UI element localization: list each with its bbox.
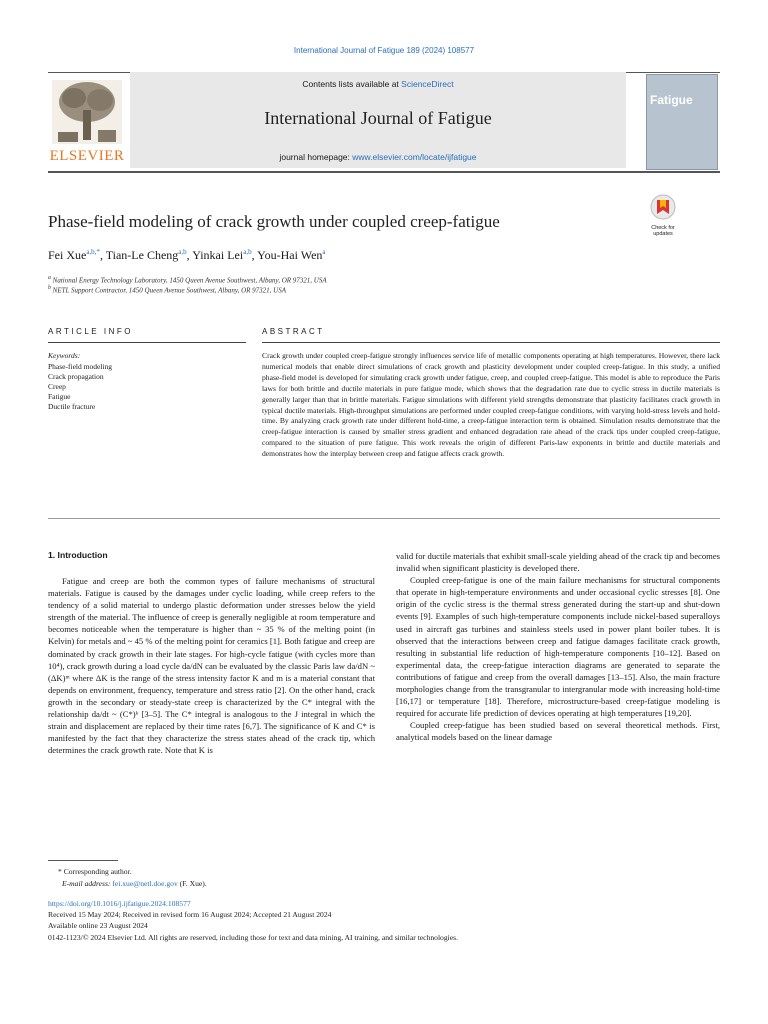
author-affiliation-marks[interactable]: a,b (178, 248, 187, 256)
abstract-rule (262, 342, 720, 343)
abstract-heading: ABSTRACT (262, 327, 325, 336)
author[interactable]: Fei Xue (48, 248, 87, 262)
journal-homepage (130, 152, 626, 162)
received-dates: Received 15 May 2024; Received in revised form 16 August 2024; Accepted 21 August 2024 (48, 910, 332, 920)
corresponding-author-note: * Corresponding author. (58, 867, 132, 876)
author-affiliation-marks[interactable]: a,b (243, 248, 252, 256)
copyright-notice: 0142-1123/© 2024 Elsevier Ltd. All rights are reserved, including those for text and data mining, AI training, and similar technologies. (48, 932, 458, 942)
header-bottom-rule (48, 171, 720, 173)
abstract-bottom-rule (48, 518, 720, 519)
intro-paragraph: Fatigue and creep are both the common types of failure mechanisms of structural materials. Fatigue is caused by the damages under cyclic loading, while creep refers to the tendency of a solid material to undergo plastic deformation under stresses below the yield strength of the material. The influence of creep is generally negligible at room temperature and becomes noticeable when the temperature is higher than ~ 35 % of the melting point (in Kelvin) for metals and ~ 45 % of the melting point for ceramics [1]. Both fatigue and creep are dominated by crack growth in their late stages. For high-cycle fatigue (with cycles more than 10⁴), crack growth during a load cycle da/dN can be evaluated by the classic Paris law da/dN ~ (ΔK)ᵐ where ΔK is the range of the stress intensity factor K and m is a material constant that depends on environment, frequency, temperature and stress ratio [2]. On the other hand, crack growth in the secondary or steady-state creep is characterized by the C* integral with the relationship da/dt ~ (C*)ᵏ [3–5]. The C* integral is analogous to the J integral in which the strain and displacement are replaced by their time rates [6,7]. The significance of K and C* is manifested by the fact that they characterize the stress states ahead of the crack tip, which determines the crack growth rate. Note that K is (48, 576, 375, 756)
abstract-text: Crack growth under coupled creep-fatigue strongly influences service life of metallic components operating at high temperatures. However, there lack numerical models that enable direct simulations of crack growth and plasticity development under coupled creep-fatigue. In this study, a unified phase-field model is developed for simulating crack growth under fatigue, creep, and coupled creep-fatigue. This model is able to reproduce the Paris laws for both brittle and ductile materials in pure fatigue mode, which shows that the degradation rate due to cyclic stress in ductile materials is generally larger than that in brittle materials. Fatigue simulations with different yield strengths demonstrate that plasticity facilitates crack growth in typical ductile materials. High-throughput simulations are performed under coupled creep-fatigue conditions, with varying hold-stress levels and hold-time. By analyzing crack growth rate under different hold-time, a creep-fatigue interaction term is obtained. Simulation results demonstrate that the creep-fatigue interaction is caused by smaller stress gradient and enhanced degradation rate ahead of the crack tips under coupled creep-fatigue, compared to the situation of pure fatigue. This work reveals the origin of different Paris-law exponents in brittle and ductile materials and demonstrates how the interplay between creep and fatigue affects crack growth. (262, 351, 720, 459)
keyword: Fatigue (48, 392, 71, 401)
keyword: Creep (48, 382, 66, 391)
email-label: E-mail address: (62, 879, 113, 888)
cover-title: Fatigue (650, 93, 693, 107)
article-info-heading: ARTICLE INFO (48, 327, 133, 336)
email-note (48, 878, 207, 890)
keyword: Crack propagation (48, 372, 104, 381)
keyword-list (48, 362, 112, 412)
author[interactable]: You-Hai Wen (257, 248, 323, 262)
check-for-updates-badge[interactable] (644, 194, 682, 237)
keywords-label: Keywords: (48, 351, 81, 360)
publication-info (48, 898, 458, 943)
author-list: Fei Xue$^{a,b,*}$, Tian-Le Cheng$^{a,b}$, Yinkai Lei$^{a,b}$, You-Hai Wen$^a$ (48, 248, 326, 262)
author[interactable]: Yinkai Lei (192, 248, 244, 262)
intro-paragraph: Coupled creep-fatigue is one of the main failure mechanisms for structural components that operate in high-temperature environments and under occasional cyclic stresses [8]. One origin of the cyclic stress is the thermal stress generated during the start-up and shut-down events [9]. Examples of such high-temperature components include nickel-based superalloys used in aircraft gas turbines and stainless steels used in power plant boiler tubes. It is observed that the interactions between creep and fatigue damages facilitate crack growth, resulting in substantial life reduction of high-temperature components [10–12]. Based on experimental data, the creep-fatigue interaction diagrams are generated to separate the contributions of fatigue and creep from the overall damages [13–15]. Also, the main fracture morphologies change from the transgranular to intergranular mode with increasing hold-time [16,17] or temperature [18]. Therefore, microstructure-based creep-fatigue modeling is required for accurate life prediction of devices operating at high temperatures [19,20]. (396, 575, 720, 719)
intro-left-column (48, 575, 375, 756)
homepage-prefix: journal homepage: (279, 152, 353, 162)
affiliation-mark: a (48, 275, 51, 281)
sciencedirect-link[interactable]: ScienceDirect (401, 79, 454, 89)
intro-right-column (396, 550, 720, 744)
journal-reference[interactable]: International Journal of Fatigue 189 (2024) 108577 (293, 46, 475, 55)
paper-title: Phase-field modeling of crack growth under coupled creep-fatigue (48, 212, 500, 231)
bookmark-icon (644, 194, 682, 220)
email-suffix: (F. Xue). (177, 879, 207, 888)
keyword: Ductile fracture (48, 402, 96, 411)
elsevier-wordmark: ELSEVIER (49, 148, 125, 164)
keyword: Phase-field modeling (48, 362, 112, 371)
email-link[interactable]: fei.xue@netl.doe.gov (112, 879, 178, 888)
affiliation-text: NETL Support Contractor, 1450 Queen Avenue Southwest, Albany, OR 97321, USA (52, 286, 287, 295)
journal-cover-thumbnail[interactable] (646, 74, 718, 170)
intro-paragraph: Coupled creep-fatigue has been studied based on several theoretical methods. First, analytical models based on the linear damage (396, 720, 720, 743)
intro-paragraph: valid for ductile materials that exhibit small-scale yielding ahead of the crack tip and becomes invalid when significant plasticity is developed there. (396, 551, 720, 574)
footnote-block (48, 866, 207, 890)
article-info-rule (48, 342, 246, 343)
journal-title: International Journal of Fatigue (264, 108, 492, 128)
footnote-rule (48, 860, 118, 861)
affiliation (48, 275, 327, 284)
affiliation-text: National Energy Technology Laboratory, 1450 Queen Avenue Southwest, Albany, OR 97321, USA (52, 276, 327, 285)
affiliation-mark: b (48, 285, 51, 291)
author-affiliation-marks[interactable]: a,b,* (86, 248, 100, 256)
affiliation (48, 285, 286, 294)
online-date: Available online 23 August 2024 (48, 921, 148, 931)
section-heading-introduction: 1. Introduction (48, 550, 108, 560)
badge-label: Check for updates (651, 225, 675, 237)
author[interactable]: Tian-Le Cheng (105, 248, 179, 262)
author-affiliation-marks[interactable]: a (322, 248, 326, 256)
contents-prefix: Contents lists available at (302, 79, 402, 89)
doi-link[interactable]: https://doi.org/10.1016/j.ijfatigue.2024.108577 (48, 899, 191, 908)
contents-line (130, 79, 626, 89)
homepage-link[interactable]: www.elsevier.com/locate/ijfatigue (352, 152, 477, 162)
